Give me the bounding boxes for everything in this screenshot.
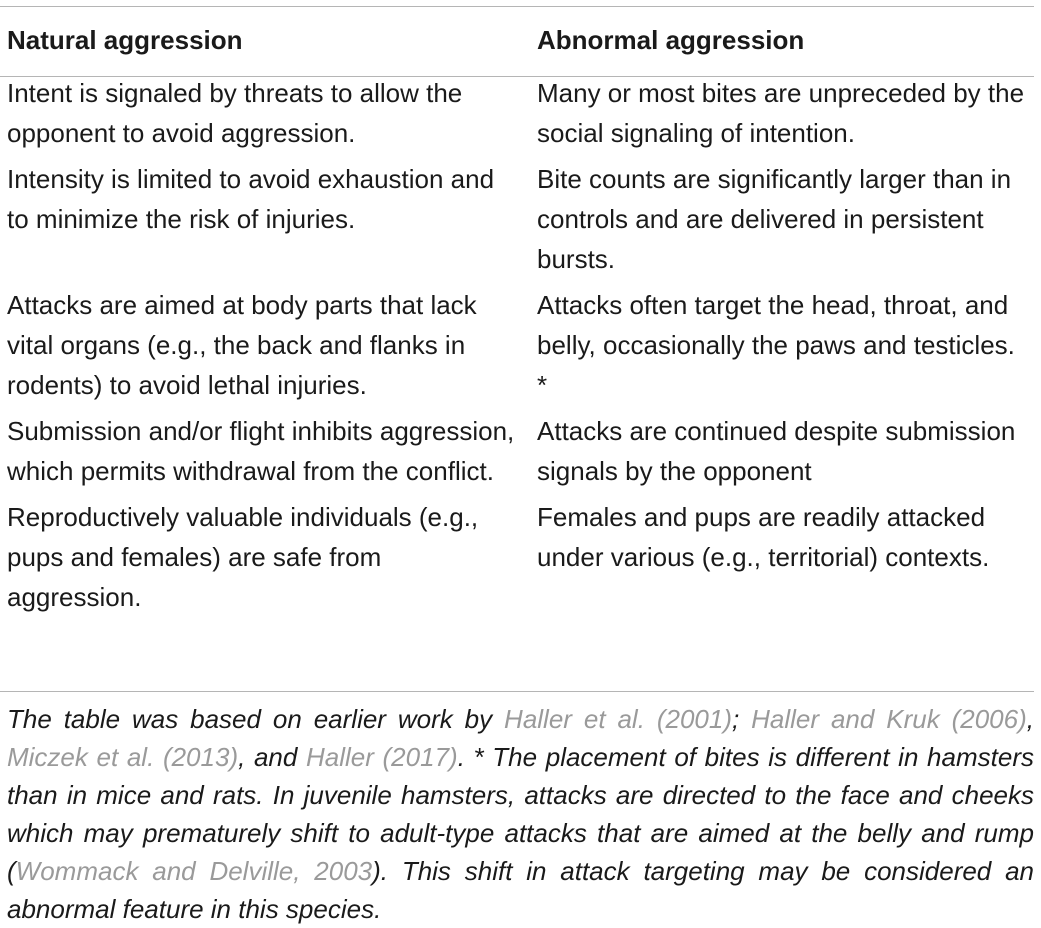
reference-link[interactable]: Haller et al. (2001) [504,704,732,734]
reference-link[interactable]: Wommack and Delville, 2003 [15,856,373,886]
reference-link[interactable]: Haller (2017) [305,742,458,772]
reference-link[interactable]: Miczek et al. (2013) [7,742,239,772]
footnote-text: The table was based on earlier work by [7,704,505,734]
table-row [0,60,1034,153]
table-row [0,405,1034,491]
cell-abnormal: Attacks are continued despite submission signals by the opponent [537,416,1016,486]
cell-abnormal: Attacks often target the head, throat, and belly, occasionally the paws and testicles. * [537,290,1015,400]
reference-link[interactable]: Haller and Kruk (2006) [751,704,1027,734]
cell-natural: Intensity is limited to avoid exhaustion and to minimize the risk of injuries. [7,164,495,234]
cell-natural: Intent is signaled by threats to allow the opponent to avoid aggression. [7,78,463,148]
table-row [0,279,1034,405]
column-header-natural: Natural aggression [7,25,243,55]
top-rule [0,6,1034,7]
cell-natural: Reproductively valuable individuals (e.g., pups and females) are safe from aggression. [7,502,479,612]
column-header-abnormal: Abnormal aggression [537,25,805,55]
footnote-text: , [1026,704,1034,734]
cell-abnormal: Females and pups are readily attacked under various (e.g., territorial) contexts. [537,502,990,572]
header-row [0,8,1034,60]
footnote-text: , and [238,742,306,772]
footnote-text: . * The placement of bites is different in hamsters than in mice and rats. In juvenile hamsters, attacks are directed to the face and cheeks which may prematurely shift to adult-type attacks that are aimed at the belly and rump ( [7,742,1034,886]
cell-natural: Attacks are aimed at body parts that lack vital organs (e.g., the back and flanks in rodents) to avoid lethal injuries. [7,290,477,400]
cell-abnormal: Bite counts are significantly larger than in controls and are delivered in persistent bursts. [537,164,1012,274]
table-footnote [7,700,1034,928]
cell-natural: Submission and/or flight inhibits aggression, which permits withdrawal from the conflict. [7,416,515,486]
bottom-rule [0,691,1034,692]
table-row [0,153,1034,279]
footnote-text: ; [731,704,752,734]
footnote-text: ). This shift in attack targeting may be considered an abnormal feature in this species. [7,856,1034,924]
cell-abnormal: Many or most bites are unpreceded by the social signaling of intention. [537,78,1025,148]
aggression-table [0,8,1034,629]
table-row [0,491,1034,629]
